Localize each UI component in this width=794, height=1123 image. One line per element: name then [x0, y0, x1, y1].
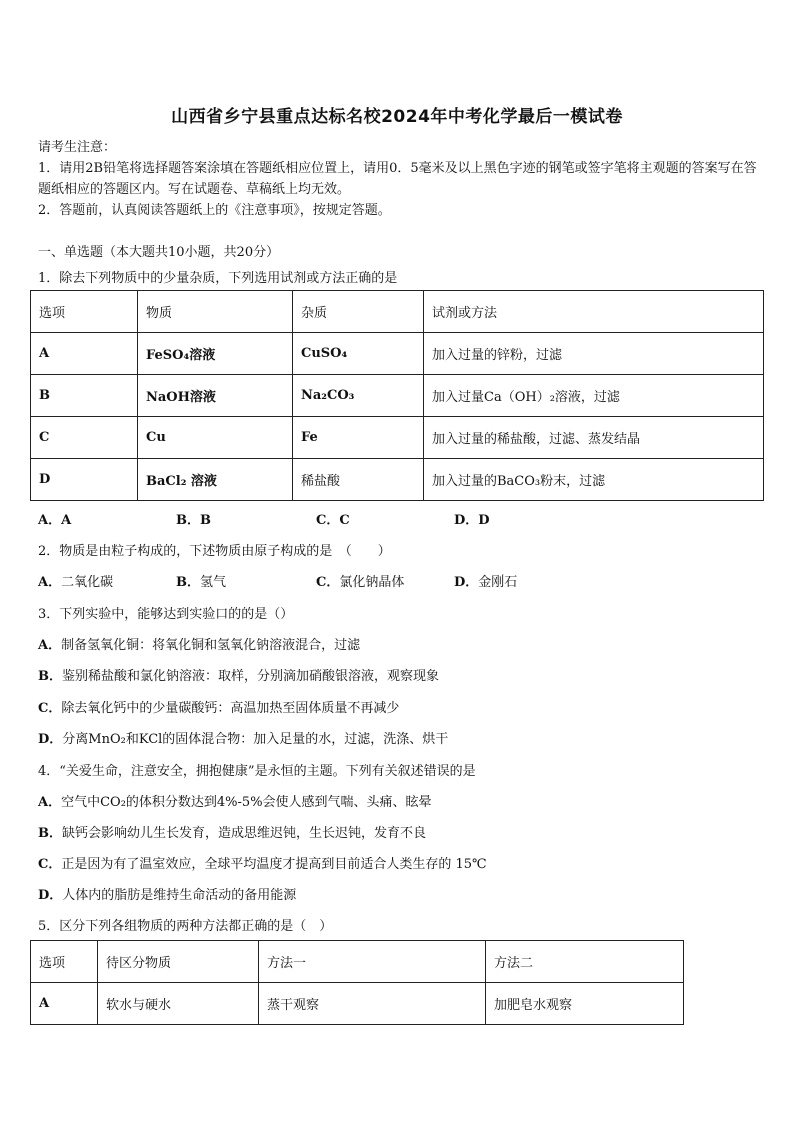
answer-text: 氢气: [200, 575, 227, 590]
substance-cell: NaOH溶液: [138, 375, 293, 417]
option-text: 制备氢氧化铜：将氧化铜和氢氧化钠溶液混合，过滤: [61, 638, 361, 653]
item-cell: 软水与硬水: [98, 983, 259, 1025]
option-text: 鉴别稀盐酸和氯化钠溶液：取样，分别滴加硝酸银溶液，观察现象: [62, 669, 440, 684]
substance-cell: FeSO₄溶液: [138, 333, 293, 375]
answer-b: [176, 574, 226, 592]
table-header-row: [31, 941, 684, 983]
q2-stem: 2．物质是由粒子构成的，下述物质由原子构成的是 （ ）: [38, 544, 391, 559]
option-text: 人体内的脂肪是维持生命活动的备用能源: [62, 888, 297, 903]
table-row: [31, 333, 764, 375]
header-cell: 杂质: [293, 291, 424, 333]
method-cell: 加入过量的锌粉，过滤: [424, 333, 764, 375]
answer-b: B．B: [176, 513, 211, 528]
table-row: [31, 417, 764, 459]
method1-cell: 蒸干观察: [259, 983, 486, 1025]
option-label: A．: [38, 795, 62, 810]
option-text: 正是因为有了温室效应，全球平均温度才提高到目前适合人类生存的 15℃: [61, 857, 487, 872]
header-cell: 方法一: [259, 941, 486, 983]
method-cell: 加入过量的BaCO₃粉末，过滤: [424, 459, 764, 501]
option-cell: D: [31, 459, 138, 501]
q4-option-c: [38, 856, 487, 874]
answer-d: D．D: [454, 513, 490, 528]
header-cell: 选项: [31, 291, 138, 333]
option-text: 分离MnO₂和KCl的固体混合物：加入足量的水，过滤，洗涤、烘干: [62, 732, 449, 747]
header-cell: 试剂或方法: [424, 291, 764, 333]
q4-option-a: [38, 794, 432, 812]
q5-table: [30, 940, 684, 1025]
q5-stem: 5．区分下列各组物质的两种方法都正确的是（ ）: [38, 919, 333, 934]
section-heading: 一、单选题（本大题共10小题，共20分）: [38, 245, 280, 260]
option-text: 缺钙会影响幼儿生长发育，造成思维迟钝，生长迟钝，发育不良: [62, 826, 427, 841]
table-row: [31, 459, 764, 501]
option-label: C．: [38, 857, 62, 872]
header-cell: 物质: [138, 291, 293, 333]
answer-d: [454, 574, 517, 592]
table-row: [31, 375, 764, 417]
answer-a: A．A: [38, 513, 72, 528]
option-label: C．: [38, 701, 62, 716]
q1-table: [30, 290, 764, 501]
notice-item-2: 2．答题前，认真阅读答题纸上的《注意事项》，按规定答题。: [38, 203, 391, 218]
substance-cell: BaCl₂ 溶液: [138, 459, 293, 501]
option-cell: C: [31, 417, 138, 459]
answer-a: [38, 574, 113, 592]
answer-text: 氯化钠晶体: [339, 575, 405, 590]
option-text: 空气中CO₂的体积分数达到4%-5%会使人感到气喘、头痛、眩晕: [61, 795, 432, 810]
option-text: 除去氧化钙中的少量碳酸钙：高温加热至固体质量不再减少: [61, 701, 400, 716]
q1-stem: 1．除去下列物质中的少量杂质，下列选用试剂或方法正确的是: [38, 271, 398, 286]
option-cell: A: [31, 983, 98, 1025]
answer-c: C．C: [316, 513, 350, 528]
answer-label: B．: [176, 575, 200, 590]
header-cell: 待区分物质: [98, 941, 259, 983]
impurity-cell: CuSO₄: [293, 333, 424, 375]
impurity-cell: Fe: [293, 417, 424, 459]
answer-text: 金刚石: [478, 575, 518, 590]
q3-option-d: [38, 731, 448, 749]
option-cell: B: [31, 375, 138, 417]
option-label: D．: [38, 732, 63, 747]
q3-option-c: [38, 700, 399, 718]
q3-option-b: [38, 668, 439, 686]
option-label: A．: [38, 638, 62, 653]
table-row: [31, 983, 684, 1025]
notice-heading: 请考生注意：: [38, 140, 117, 155]
option-label: B．: [38, 826, 62, 841]
impurity-cell: Na₂CO₃: [293, 375, 424, 417]
option-label: B．: [38, 669, 62, 684]
q3-option-a: [38, 637, 360, 655]
answer-label: A．: [38, 575, 62, 590]
q4-option-d: [38, 887, 296, 905]
answer-label: C．: [316, 575, 340, 590]
answer-label: D．: [454, 575, 479, 590]
substance-cell: Cu: [138, 417, 293, 459]
table-header-row: [31, 291, 764, 333]
answer-c: [316, 574, 404, 592]
q3-stem: 3．下列实验中，能够达到实验口的的是（）: [38, 607, 294, 622]
method-cell: 加入过量Ca（OH）₂溶液，过滤: [424, 375, 764, 417]
q4-option-b: [38, 825, 426, 843]
q4-stem: 4．“关爱生命，注意安全，拥抱健康”是永恒的主题。下列有关叙述错误的是: [38, 764, 476, 779]
page-title: 山西省乡宁县重点达标名校2024年中考化学最后一模试卷: [171, 107, 623, 127]
impurity-cell: 稀盐酸: [293, 459, 424, 501]
header-cell: 方法二: [486, 941, 684, 983]
answer-text: 二氧化碳: [61, 575, 114, 590]
option-label: D．: [38, 888, 63, 903]
method2-cell: 加肥皂水观察: [486, 983, 684, 1025]
method-cell: 加入过量的稀盐酸，过滤、蒸发结晶: [424, 417, 764, 459]
header-cell: 选项: [31, 941, 98, 983]
notice-item-1: 1．请用2B铅笔将选择题答案涂填在答题纸相应位置上，请用0．5毫米及以上黑色字迹的钢笔或签字笔将主观题的答案写在答题纸相应的答题区内。写在试题卷、草稿纸上均无效。: [38, 161, 757, 197]
option-cell: A: [31, 333, 138, 375]
